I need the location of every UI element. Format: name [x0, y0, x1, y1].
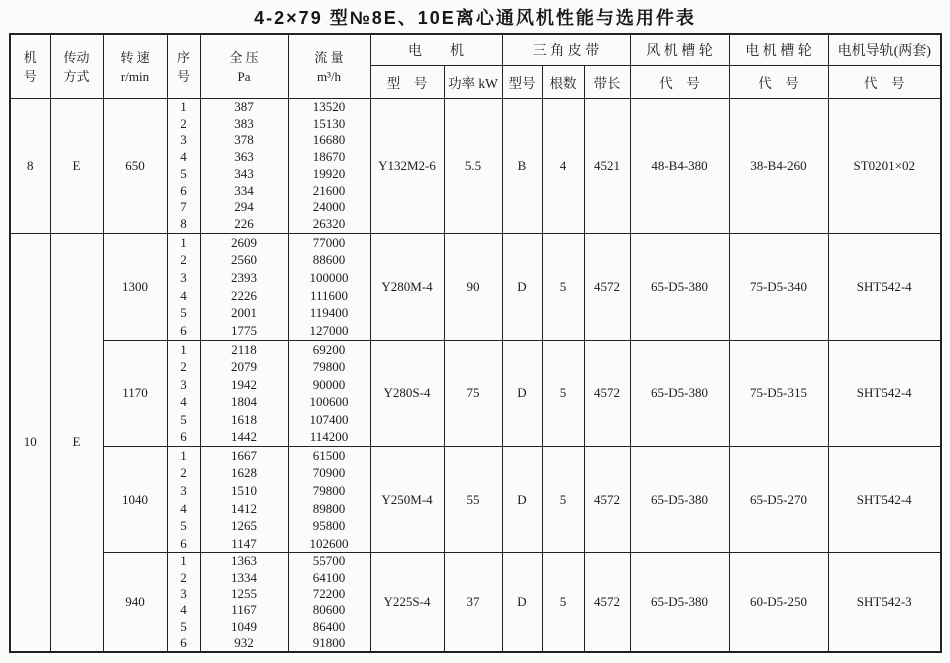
cell-line: 6	[180, 535, 187, 551]
cell-line: 5	[180, 411, 187, 427]
pressure-stack	[200, 446, 288, 553]
cell-line: 69200	[312, 341, 346, 357]
cell-line: 64100	[312, 569, 346, 585]
pressure-stack	[200, 340, 288, 446]
cell-line: 6	[180, 323, 187, 339]
motor-power-cell: 90	[444, 233, 502, 340]
cell-line: 4	[180, 394, 187, 410]
cell-line: 5	[180, 305, 187, 321]
cell-line: 2	[180, 115, 187, 131]
cell-line: 1255	[231, 586, 257, 601]
speed-cell: 940	[103, 553, 167, 652]
belt-length-cell: 4521	[584, 99, 630, 234]
machine-no-cell: 10	[10, 233, 50, 652]
fan-pulley-cell: 65-D5-380	[630, 553, 729, 652]
cell-line: 2	[180, 569, 187, 585]
motor-model-cell: Y280S-4	[370, 340, 444, 446]
cell-line: 流 量	[314, 49, 344, 65]
cell-line: 5	[180, 165, 187, 181]
group-header-motor: 电 机	[370, 34, 502, 66]
cell-line: 1	[180, 99, 187, 114]
belt-model-cell: D	[502, 553, 542, 652]
col-header-motor-rail-code: 代 号	[828, 66, 941, 99]
fan-pulley-cell: 65-D5-380	[630, 446, 729, 553]
cell-line: 1265	[231, 518, 257, 534]
cell-line: Pa	[237, 68, 251, 84]
motor-pulley-cell: 60-D5-250	[729, 553, 828, 652]
cell-line: 序	[176, 49, 190, 65]
cell-line: 24000	[312, 199, 346, 215]
seq-stack	[167, 340, 200, 446]
cell-line: 383	[234, 115, 254, 131]
cell-line: 3	[180, 586, 187, 601]
cell-line: 16680	[312, 132, 346, 148]
cell-line: 3	[180, 270, 187, 286]
motor-rail-cell: SHT542-4	[828, 233, 941, 340]
pressure-stack	[200, 233, 288, 340]
cell-line: 91800	[312, 634, 346, 650]
cell-line: 102600	[309, 535, 349, 551]
col-header-motor-pulley-code: 代 号	[729, 66, 828, 99]
motor-pulley-cell: 38-B4-260	[729, 99, 828, 234]
cell-line: 方式	[63, 68, 90, 84]
cell-line: 127000	[309, 323, 349, 339]
motor-model-cell: Y225S-4	[370, 553, 444, 652]
cell-line: 26320	[312, 215, 346, 231]
col-header-total-pressure	[200, 34, 288, 99]
motor-model-cell: Y132M2-6	[370, 99, 444, 234]
cell-line: 100000	[309, 270, 349, 286]
cell-line: 363	[234, 149, 254, 165]
cell-line: 100600	[309, 394, 349, 410]
cell-line: 114200	[309, 429, 349, 445]
cell-line: 2	[180, 465, 187, 481]
cell-line: 107400	[309, 411, 349, 427]
belt-length-cell: 4572	[584, 446, 630, 553]
cell-line: 15130	[312, 115, 346, 131]
cell-line: 1775	[231, 323, 257, 339]
cell-line: 号	[23, 68, 37, 84]
flow-stack	[288, 446, 370, 553]
motor-model-cell: Y280M-4	[370, 233, 444, 340]
cell-line: 机	[23, 49, 37, 65]
col-header-motor-power: 功率 kW	[444, 66, 502, 99]
col-header-belt-model: 型号	[502, 66, 542, 99]
belt-length-cell: 4572	[584, 233, 630, 340]
cell-line: 1147	[231, 535, 257, 551]
group-row-940	[10, 553, 941, 652]
group-row-1170	[10, 340, 941, 446]
motor-rail-cell: SHT542-4	[828, 446, 941, 553]
speed-cell: 650	[103, 99, 167, 234]
flow-stack	[288, 99, 370, 234]
cell-line: 5	[180, 518, 187, 534]
belt-count-cell: 4	[542, 99, 584, 234]
cell-line: 传动	[63, 49, 90, 65]
cell-line: 1	[180, 447, 187, 463]
cell-line: 4	[180, 500, 187, 516]
col-header-machine-no	[10, 34, 50, 99]
cell-line: 334	[234, 182, 254, 198]
belt-count-cell: 5	[542, 233, 584, 340]
cell-line: 1	[180, 553, 187, 569]
cell-line: 4	[180, 149, 187, 165]
cell-line: 90000	[312, 376, 346, 392]
group-row-1300	[10, 233, 941, 340]
flow-stack	[288, 233, 370, 340]
motor-rail-cell: SHT542-4	[828, 340, 941, 446]
cell-line: 4	[180, 602, 187, 618]
cell-line: 343	[234, 165, 254, 181]
group-header-motor-rail: 电机导轨(两套)	[828, 34, 941, 66]
cell-line: 全 压	[229, 49, 259, 65]
cell-line: 2	[180, 252, 187, 268]
col-header-speed	[103, 34, 167, 99]
cell-line: 294	[234, 199, 254, 215]
speed-cell: 1040	[103, 446, 167, 553]
cell-line: 19920	[312, 165, 346, 181]
cell-line: 2560	[231, 252, 257, 268]
cell-line: 3	[180, 376, 187, 392]
col-header-belt-count: 根数	[542, 66, 584, 99]
fan-pulley-cell: 65-D5-380	[630, 233, 729, 340]
motor-power-cell: 55	[444, 446, 502, 553]
cell-line: 2001	[231, 305, 257, 321]
machine-no-cell: 8	[10, 99, 50, 234]
cell-line: 2226	[231, 287, 257, 303]
cell-line: 89800	[312, 500, 346, 516]
group-header-motor-pulley: 电 机 槽 轮	[729, 34, 828, 66]
motor-rail-cell: ST0201×02	[828, 99, 941, 234]
cell-line: 1412	[231, 500, 257, 516]
motor-model-cell: Y250M-4	[370, 446, 444, 553]
cell-line: 932	[234, 634, 254, 650]
cell-line: 1	[180, 234, 187, 250]
cell-line: 1510	[231, 483, 257, 499]
speed-cell: 1170	[103, 340, 167, 446]
pressure-stack	[200, 99, 288, 234]
cell-line: 6	[180, 634, 187, 650]
cell-line: 3	[180, 483, 187, 499]
motor-power-cell: 5.5	[444, 99, 502, 234]
cell-line: 6	[180, 429, 187, 445]
cell-line: 转 速	[120, 49, 150, 65]
flow-stack	[288, 340, 370, 446]
seq-stack	[167, 99, 200, 234]
page-title: 4-2×79 型№8E、10E离心通风机性能与选用件表	[254, 8, 696, 28]
cell-line: 2609	[231, 234, 257, 250]
cell-line: 95800	[312, 518, 346, 534]
motor-power-cell: 75	[444, 340, 502, 446]
group-header-v-belt: 三 角 皮 带	[502, 34, 630, 66]
cell-line: 号	[176, 68, 190, 84]
group-header-fan-pulley: 风 机 槽 轮	[630, 34, 729, 66]
cell-line: 79800	[312, 359, 346, 375]
cell-line: 72200	[312, 586, 346, 601]
cell-line: 111600	[309, 287, 349, 303]
col-header-motor-model: 型 号	[370, 66, 444, 99]
cell-line: 1667	[231, 447, 257, 463]
seq-stack	[167, 446, 200, 553]
cell-line: 226	[234, 215, 254, 231]
cell-line: 79800	[312, 483, 346, 499]
cell-line: 1804	[231, 394, 257, 410]
cell-line: 88600	[312, 252, 346, 268]
motor-pulley-cell: 75-D5-340	[729, 233, 828, 340]
cell-line: 55700	[312, 553, 346, 569]
cell-line: 1334	[231, 569, 257, 585]
cell-line: 1049	[231, 618, 257, 634]
col-header-flow-rate	[288, 34, 370, 99]
cell-line: 3	[180, 132, 187, 148]
belt-model-cell: D	[502, 340, 542, 446]
fan-pulley-cell: 48-B4-380	[630, 99, 729, 234]
cell-line: 13520	[312, 99, 346, 114]
seq-stack	[167, 233, 200, 340]
cell-line: 21600	[312, 182, 346, 198]
col-header-fan-pulley-code: 代 号	[630, 66, 729, 99]
pressure-stack	[200, 553, 288, 652]
cell-line: r/min	[120, 68, 150, 84]
group-row-650	[10, 99, 941, 234]
belt-length-cell: 4572	[584, 553, 630, 652]
belt-count-cell: 5	[542, 446, 584, 553]
cell-line: 80600	[312, 602, 346, 618]
motor-pulley-cell: 65-D5-270	[729, 446, 828, 553]
cell-line: 77000	[312, 234, 346, 250]
belt-model-cell: D	[502, 446, 542, 553]
belt-count-cell: 5	[542, 340, 584, 446]
motor-power-cell: 37	[444, 553, 502, 652]
col-header-drive-mode	[50, 34, 103, 99]
cell-line: 119400	[309, 305, 349, 321]
seq-stack	[167, 553, 200, 652]
flow-stack	[288, 553, 370, 652]
cell-line: 378	[234, 132, 254, 148]
speed-cell: 1300	[103, 233, 167, 340]
cell-line: 6	[180, 182, 187, 198]
cell-line: 86400	[312, 618, 346, 634]
belt-length-cell: 4572	[584, 340, 630, 446]
cell-line: 1	[180, 341, 187, 357]
cell-line: 18670	[312, 149, 346, 165]
col-header-seq-no	[167, 34, 200, 99]
motor-pulley-cell: 75-D5-315	[729, 340, 828, 446]
col-header-belt-length: 带长	[584, 66, 630, 99]
cell-line: 4	[180, 287, 187, 303]
cell-line: m³/h	[316, 68, 342, 84]
motor-rail-cell: SHT542-3	[828, 553, 941, 652]
cell-line: 1442	[231, 429, 257, 445]
cell-line: 1363	[231, 553, 257, 569]
cell-line: 2393	[231, 270, 257, 286]
cell-line: 387	[234, 99, 254, 114]
performance-table	[9, 33, 942, 653]
belt-model-cell: D	[502, 233, 542, 340]
cell-line: 1618	[231, 411, 257, 427]
cell-line: 1942	[231, 376, 257, 392]
cell-line: 1167	[231, 602, 257, 618]
drive-mode-cell: E	[50, 99, 103, 234]
cell-line: 2	[180, 359, 187, 375]
cell-line: 7	[180, 199, 187, 215]
cell-line: 2118	[231, 341, 257, 357]
group-row-1040	[10, 446, 941, 553]
cell-line: 61500	[312, 447, 346, 463]
cell-line: 5	[180, 618, 187, 634]
belt-model-cell: B	[502, 99, 542, 234]
cell-line: 70900	[312, 465, 346, 481]
cell-line: 1628	[231, 465, 257, 481]
header-row-1	[10, 34, 941, 66]
cell-line: 2079	[231, 359, 257, 375]
fan-pulley-cell: 65-D5-380	[630, 340, 729, 446]
belt-count-cell: 5	[542, 553, 584, 652]
cell-line: 8	[180, 215, 187, 231]
drive-mode-cell: E	[50, 233, 103, 652]
